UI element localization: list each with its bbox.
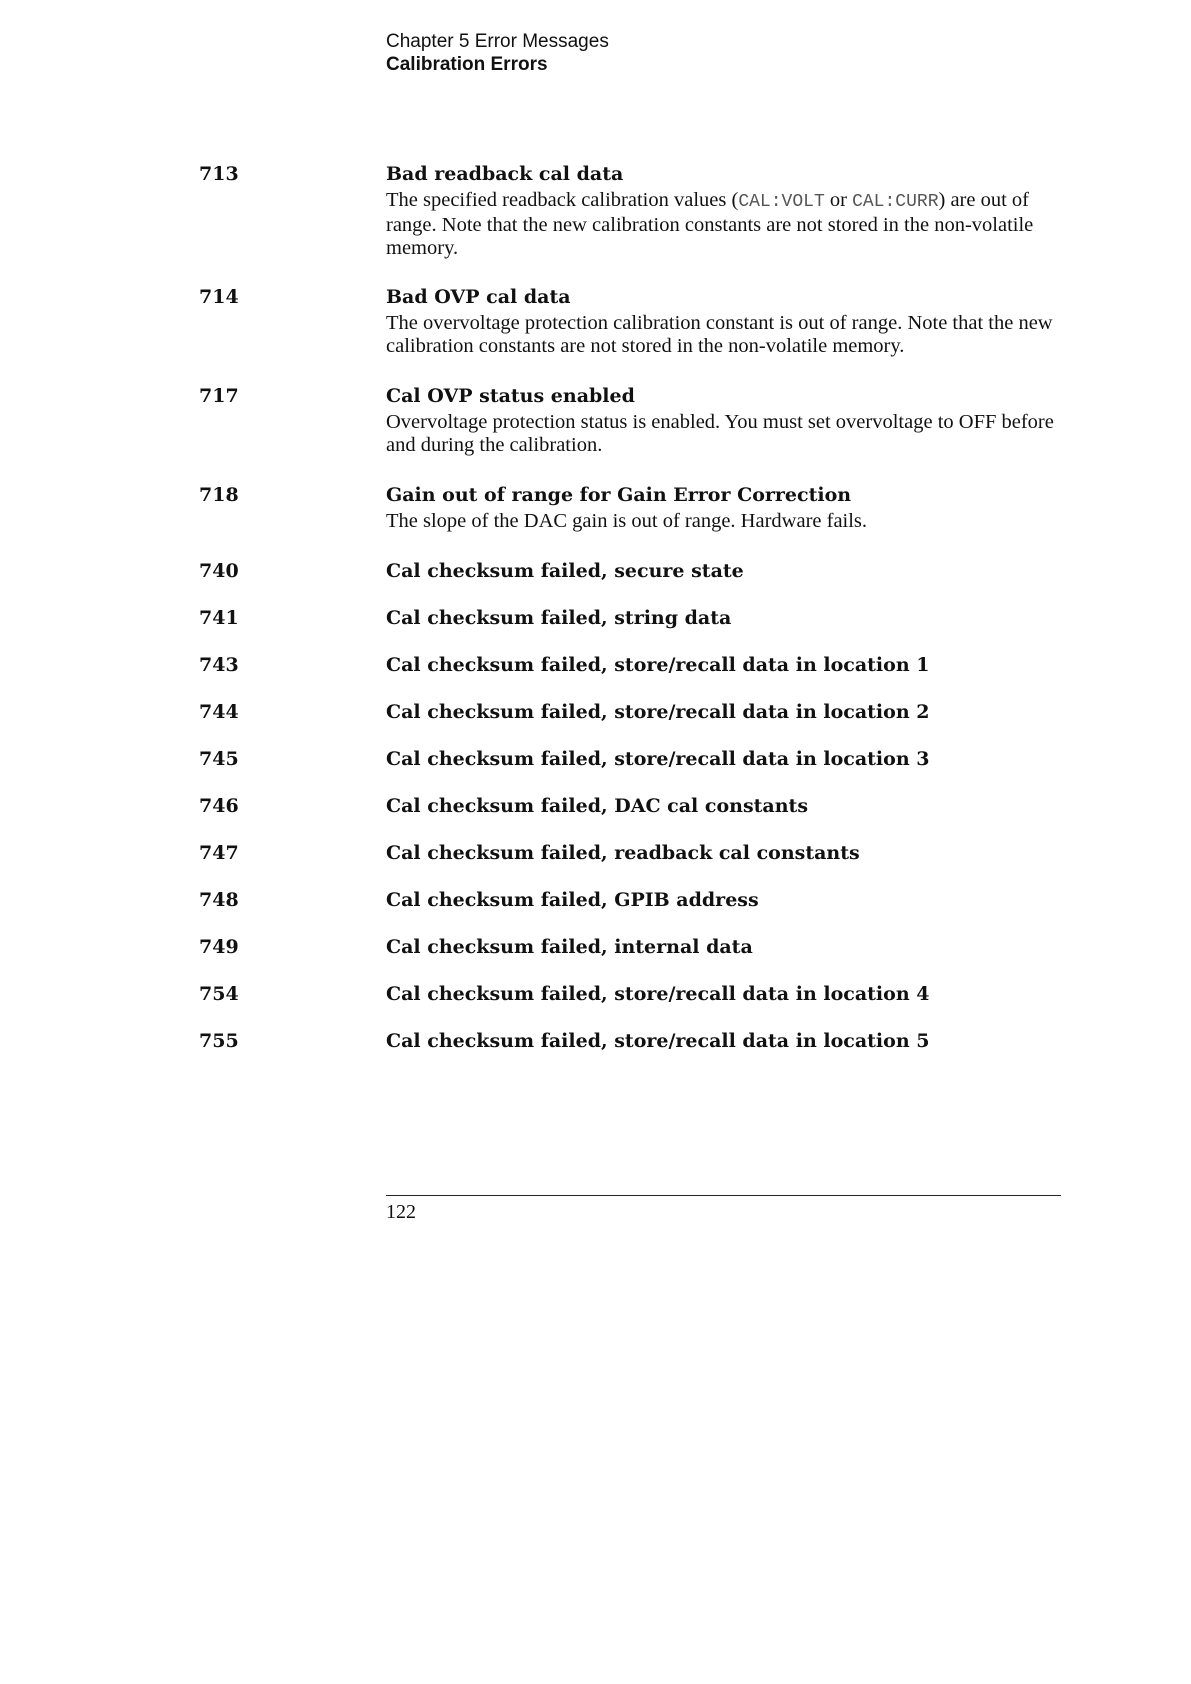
error-content <box>386 888 1066 912</box>
error-title: Cal checksum failed, string data <box>386 607 732 629</box>
error-title: Cal checksum failed, internal data <box>386 936 753 958</box>
chapter-title: Chapter 5 Error Messages <box>386 31 609 52</box>
error-code: 749 <box>199 936 239 958</box>
error-description: The overvoltage protection calibration constant is out of range. Note that the new calibration constants are not stored in the non-volatile memory. <box>386 312 1053 357</box>
error-content <box>386 794 1066 818</box>
error-code: 747 <box>199 842 239 864</box>
error-title: Cal checksum failed, DAC cal constants <box>386 795 809 817</box>
error-description <box>386 189 1066 260</box>
error-code: 740 <box>199 560 239 582</box>
error-content <box>386 747 1066 771</box>
error-content <box>386 700 1066 724</box>
section-title: Calibration Errors <box>386 54 548 75</box>
error-title: Cal checksum failed, store/recall data in location 2 <box>386 701 930 723</box>
error-title: Cal checksum failed, store/recall data in location 1 <box>386 654 930 676</box>
error-code: 714 <box>199 286 239 308</box>
error-title: Cal checksum failed, GPIB address <box>386 889 759 911</box>
error-title: Bad readback cal data <box>386 163 624 185</box>
error-code: 746 <box>199 795 239 817</box>
error-code: 755 <box>199 1030 239 1052</box>
error-title: Cal checksum failed, store/recall data in location 3 <box>386 748 930 770</box>
error-code: 744 <box>199 701 239 723</box>
error-code: 754 <box>199 983 239 1005</box>
page-header <box>386 30 609 76</box>
footer-divider <box>386 1195 1061 1196</box>
error-content <box>386 483 1066 533</box>
description-text: or <box>824 189 853 211</box>
description-text: ) are out of range. Note that the new calibration constants are not stored in the non-volatile memory. <box>386 189 1034 259</box>
error-content <box>386 162 1066 260</box>
page-number: 122 <box>386 1201 416 1223</box>
error-code: 743 <box>199 654 239 676</box>
error-title: Gain out of range for Gain Error Correction <box>386 484 852 506</box>
error-code: 718 <box>199 484 239 506</box>
error-code: 741 <box>199 607 239 629</box>
error-title: Cal checksum failed, store/recall data in location 5 <box>386 1030 930 1052</box>
error-content <box>386 1029 1066 1053</box>
error-title: Bad OVP cal data <box>386 286 571 308</box>
error-code: 717 <box>199 385 239 407</box>
error-content <box>386 841 1066 865</box>
error-code: 745 <box>199 748 239 770</box>
error-code: 713 <box>199 163 239 185</box>
error-title: Cal checksum failed, secure state <box>386 560 744 582</box>
error-description: Overvoltage protection status is enabled. You must set overvoltage to OFF before and during the calibration. <box>386 411 1054 456</box>
command-cal-curr: CAL:CURR <box>852 192 939 212</box>
error-content <box>386 606 1066 630</box>
error-content <box>386 935 1066 959</box>
error-title: Cal OVP status enabled <box>386 385 635 407</box>
error-title: Cal checksum failed, store/recall data in location 4 <box>386 983 930 1005</box>
error-description: The slope of the DAC gain is out of range. Hardware fails. <box>386 510 868 532</box>
error-content <box>386 559 1066 583</box>
description-text: The specified readback calibration values ( <box>386 189 739 211</box>
error-content <box>386 982 1066 1006</box>
command-cal-volt: CAL:VOLT <box>738 192 825 212</box>
error-title: Cal checksum failed, readback cal constants <box>386 842 860 864</box>
error-content <box>386 285 1066 358</box>
error-content <box>386 653 1066 677</box>
error-code: 748 <box>199 889 239 911</box>
error-content <box>386 384 1066 457</box>
